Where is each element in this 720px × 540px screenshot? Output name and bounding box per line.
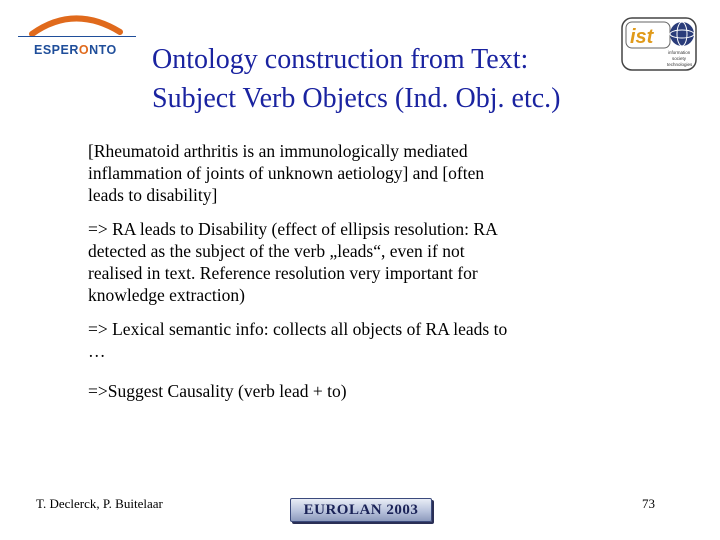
page-number: 73 [642,496,655,511]
paragraph-line: [Rheumatoid arthritis is an immunologically mediated [88,141,468,161]
paragraph-line: knowledge extraction) [88,285,245,305]
paragraph-line: leads to disability] [88,185,218,205]
svg-text:technologies: technologies [667,62,693,67]
paragraph-line: detected as the subject of the verb „leads“, even if not [88,241,465,261]
slide-body [88,140,588,414]
paragraph-line: inflammation of joints of unknown aetiology] and [often [88,163,485,183]
paragraph-line: =>Suggest Causality (verb lead + to) [88,381,347,401]
esperonto-underline [18,36,136,37]
svg-text:ist: ist [630,26,654,48]
eurolan-badge: EUROLAN 2003 [290,498,432,522]
ist-logo [620,16,700,72]
esperonto-logo [12,10,136,66]
paragraph-line: … [88,341,106,361]
globe-icon [670,22,694,46]
title-line-2: Subject Verb Objetcs (Ind. Obj. etc.) [152,83,561,114]
svg-text:society: society [672,56,687,61]
esperonto-wordmark: ESPERONTO [34,43,117,57]
paragraph-line: realised in text. Reference resolution very important for [88,263,478,283]
title-line-1: Ontology construction from Text: [152,44,529,75]
paragraph-1 [88,140,588,206]
paragraph-4 [88,380,588,402]
svg-text:information: information [668,50,691,55]
slide-title [152,40,622,118]
paragraph-line: => RA leads to Disability (effect of ellipsis resolution: RA [88,219,498,239]
paragraph-line: => Lexical semantic info: collects all objects of RA leads to [88,319,508,339]
paragraph-3 [88,318,588,362]
footer-authors: T. Declerck, P. Buitelaar [36,496,163,511]
paragraph-2 [88,218,588,306]
